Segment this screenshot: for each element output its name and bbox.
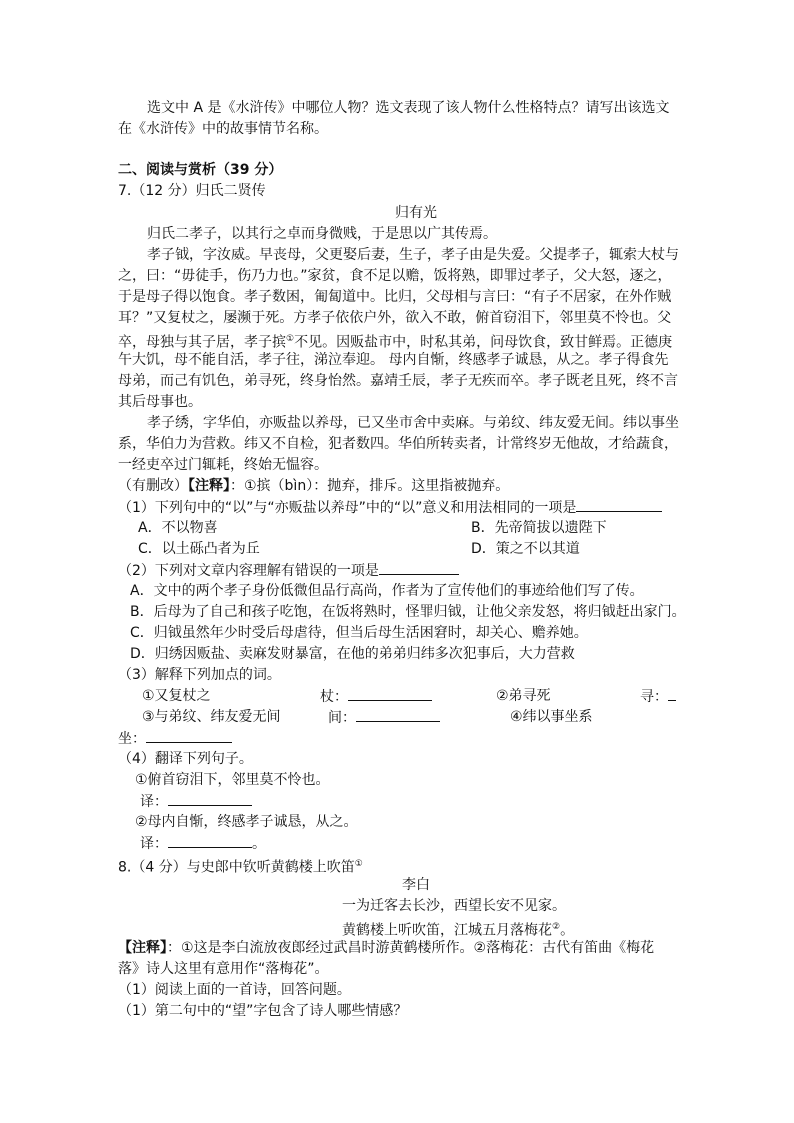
q8-ask-2: （1）第二句中的“望”字包含了诗人哪些情感？ xyxy=(118,1003,408,1019)
q7-author: 归有光 xyxy=(395,205,437,221)
answer-blank[interactable] xyxy=(379,560,459,575)
sub1-option-a: A．不以物喜 xyxy=(138,520,218,536)
annotation xyxy=(118,476,509,496)
annotation-label: 【注释】 xyxy=(188,478,230,494)
sub2-stem xyxy=(118,560,459,580)
sub3-key-3-label: 间： xyxy=(328,710,356,726)
sub3-key-3 xyxy=(328,707,440,727)
passage-line-5-a: 卒，母独与其子居，孝子摈 xyxy=(118,334,286,351)
passage-line-2: 之，曰：“毋徒手，伤乃力也。”家贫，食不足以赡，饭将熟，即罪过孝子，父大怒，逐之， xyxy=(118,268,672,284)
translate-period: 。 xyxy=(252,836,266,852)
q8-annotation-text-1: ：①这是李白流放夜郎经过武昌时游黄鹤楼所作。②落梅花：古代有笛曲《梅花 xyxy=(167,940,655,956)
intro-line-2: 在《水浒传》中的故事情节名称。 xyxy=(118,121,328,137)
translate-label: 译： xyxy=(140,794,168,810)
answer-blank[interactable] xyxy=(576,497,662,512)
footnote-mark: ② xyxy=(552,922,561,932)
passage-line-8: 母弟，而己有饥色，弟寻死，终身怡然。嘉靖壬辰，孝子无疾而卒。孝子既老且死，终不言 xyxy=(118,373,678,389)
sub1-option-c: C．以土砾凸者为丘 xyxy=(138,541,260,557)
passage-line-7: 午大饥，母不能自活，孝子往，涕泣奉迎。 母内自惭，终感孝子诚恳，从之。孝子得食先 xyxy=(118,352,669,368)
passage-line-5 xyxy=(118,329,672,349)
poem-line-2-end: 。 xyxy=(560,922,575,939)
q8-header xyxy=(118,854,363,874)
sub4-sentence-2: ②母内自惭，终感孝子诚恳，从之。 xyxy=(135,814,358,830)
footnote-mark: ① xyxy=(354,859,363,869)
passage-line-4: 耳？”又复杖之，屡濒于死。方孝子依依户外，欲入不敢，俯首窃泪下，邻里莫不怜也。父 xyxy=(118,310,672,326)
poem-line-2-text: 黄鹤楼上听吹笛，江城五月落梅花 xyxy=(342,922,552,939)
sub3-key-1-label: 杖： xyxy=(320,689,348,705)
sub3-word-3: ③与弟纹、纬友爱无间 xyxy=(142,709,281,725)
section-heading: 二、阅读与赏析（39 分） xyxy=(118,162,283,178)
sub2-option-c: C．归钺虽然年少时受后母虐待，但当后母生活困窘时，却关心、赡养她。 xyxy=(130,625,588,641)
passage-line-9: 其后母事也。 xyxy=(118,394,202,410)
sub2-option-d: D．归绣因贩盐、卖麻发财暴富，在他的弟弟归纬多次犯事后，大力营救 xyxy=(130,646,575,662)
sub3-key-4-label: 坐： xyxy=(118,731,146,747)
q8-author: 李白 xyxy=(402,877,430,893)
passage-line-10: 孝子绣，字华伯，亦贩盐以养母，已又坐市舍中卖麻。与弟纹、纬友爱无间。纬以事坐 xyxy=(147,415,679,431)
sub4-sentence-1: ①俯首窃泪下，邻里莫不怜也。 xyxy=(135,772,330,788)
sub3-word-4: ④纬以事坐系 xyxy=(510,709,593,725)
sub3-word-1: ①又复杖之 xyxy=(142,688,211,704)
poem-line-1: 一为迁客去长沙，西望长安不见家。 xyxy=(342,898,566,914)
sub4-translation-2 xyxy=(140,833,266,853)
passage-line-1: 孝子钺，字汝威。早丧母，父更娶后妻，生子，孝子由是失爱。父提孝子，辄索大杖与 xyxy=(147,247,679,263)
sub3-key-1 xyxy=(320,686,432,706)
sub4-stem: （4）翻译下列句子。 xyxy=(118,751,253,767)
annotation-text: ：①摈（bìn）：抛弃，排斥。这里指被抛弃。 xyxy=(230,478,510,494)
sub3-key-2 xyxy=(640,686,676,706)
sub2-option-a: A．文中的两个孝子身份低微但品行高尚，作者为了宣传他们的事迹给他们写了传。 xyxy=(130,583,644,599)
answer-blank[interactable] xyxy=(168,833,252,848)
q8-header-text: 8.（4 分）与史郎中钦听黄鹤楼上吹笛 xyxy=(118,859,355,876)
sub3-word-2: ②弟寻死 xyxy=(496,688,551,704)
passage-line-11: 系，华伯力为营救。纬又不自检，犯者数四。华伯所转卖者，计常终岁无他故，才给蔬食， xyxy=(118,436,678,452)
sub1-stem xyxy=(118,497,662,517)
sub1-option-b: B．先帝简拔以遗陛下 xyxy=(471,520,607,536)
q8-annotation-line-2: 落》诗人这里有意用作“落梅花”。 xyxy=(118,961,329,977)
passage-line-0: 归氏二孝子，以其行之卓而身微贱，于是思以广其传焉。 xyxy=(147,226,497,242)
answer-blank[interactable] xyxy=(348,686,432,701)
sub2-stem-text: （2）下列对文章内容理解有错误的一项是 xyxy=(118,563,379,579)
sub1-stem-text: （1）下列句中的“以”与“亦贩盐以养母”中的“以”意义和用法相同的一项是 xyxy=(118,500,577,516)
sub4-translation-1 xyxy=(140,791,252,811)
q8-annotation-line-1 xyxy=(118,938,654,958)
answer-blank[interactable] xyxy=(668,686,676,701)
sub3-key-2-label: 寻： xyxy=(640,689,668,705)
translate-label: 译： xyxy=(140,836,168,852)
passage-line-5-b: 不见。因贩盐市中，时私其弟，问母饮食，致甘鲜焉。正德庚 xyxy=(294,334,673,351)
answer-blank[interactable] xyxy=(356,707,440,722)
sub1-option-d: D．策之不以其道 xyxy=(471,541,580,557)
sub3-stem: （3）解释下列加点的词。 xyxy=(118,667,281,683)
passage-line-12: 一经吏卒过门辄耗，终始无愠容。 xyxy=(118,457,328,473)
annotation-prefix: （有删改） xyxy=(118,478,188,494)
sub3-key-4 xyxy=(118,728,232,748)
q7-header: 7.（12 分）归氏二贤传 xyxy=(118,183,266,199)
q8-annotation-label: 【注释】 xyxy=(118,940,167,956)
intro-line-1: 选文中 A 是《水浒传》中哪位人物？选文表现了该人物什么性格特点？请写出该选文 xyxy=(147,100,670,116)
q8-ask-1: （1）阅读上面的一首诗，回答问题。 xyxy=(118,982,351,998)
answer-blank[interactable] xyxy=(146,728,232,743)
sub2-option-b: B．后母为了自己和孩子吃饱，在饭将熟时，怪罪归钺，让他父亲发怒，将归钺赶出家门。 xyxy=(130,604,686,620)
poem-line-2 xyxy=(342,917,574,937)
answer-blank[interactable] xyxy=(168,791,252,806)
passage-line-3: 于是母子得以饱食。孝子数困，匍匐道中。比归，父母相与言曰：“有子不居家，在外作贼 xyxy=(118,289,672,305)
footnote-mark: ① xyxy=(286,334,295,344)
